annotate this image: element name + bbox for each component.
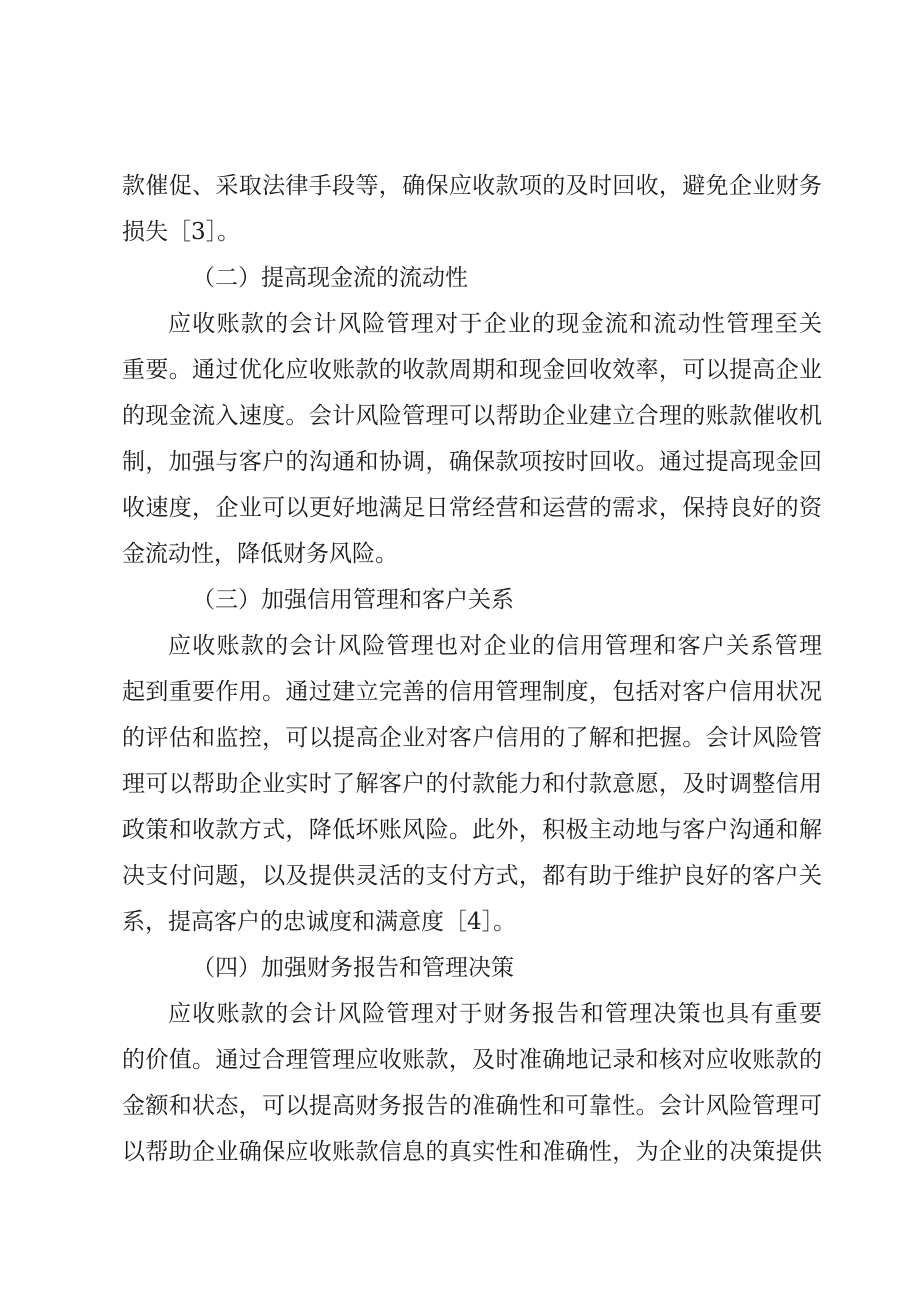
text-line: 决支付问题，以及提供灵活的支付方式，都有助于维护良好的客户关 bbox=[122, 863, 822, 889]
document-page bbox=[122, 163, 822, 1175]
text-line: 政策和收款方式，降低坏账风险。此外，积极主动地与客户沟通和解 bbox=[122, 817, 822, 843]
text-line: 收速度，企业可以更好地满足日常经营和运营的需求，保持良好的资 bbox=[122, 495, 822, 521]
text-line: 重要。通过优化应收账款的收款周期和现金回收效率，可以提高企业 bbox=[122, 357, 822, 383]
text-line: 起到重要作用。通过建立完善的信用管理制度，包括对客户信用状况 bbox=[122, 679, 822, 705]
text-line: 的评估和监控，可以提高企业对客户信用的了解和把握。会计风险管 bbox=[122, 725, 822, 751]
text-line: 金流动性，降低财务风险。 bbox=[122, 541, 398, 567]
section-heading: （四）加强财务报告和管理决策 bbox=[192, 955, 514, 981]
section-heading: （二）提高现金流的流动性 bbox=[192, 265, 468, 291]
text-line: 金额和状态，可以提高财务报告的准确性和可靠性。会计风险管理可 bbox=[122, 1093, 822, 1119]
text-line: 损失［3］。 bbox=[122, 219, 241, 245]
text-line: 制，加强与客户的沟通和协调，确保款项按时回收。通过提高现金回 bbox=[122, 449, 822, 475]
text-line: 系，提高客户的忠诚度和满意度［4］。 bbox=[122, 909, 517, 935]
text-line: 以帮助企业确保应收账款信息的真实性和准确性，为企业的决策提供 bbox=[122, 1139, 822, 1165]
paragraph-first-line: 应收账款的会计风险管理对于财务报告和管理决策也具有重要 bbox=[168, 1001, 822, 1027]
paragraph-first-line: 应收账款的会计风险管理对于企业的现金流和流动性管理至关 bbox=[168, 311, 822, 337]
text-line: 的现金流入速度。会计风险管理可以帮助企业建立合理的账款催收机 bbox=[122, 403, 822, 429]
text-line: 理可以帮助企业实时了解客户的付款能力和付款意愿，及时调整信用 bbox=[122, 771, 822, 797]
paragraph-first-line: 应收账款的会计风险管理也对企业的信用管理和客户关系管理 bbox=[168, 633, 822, 659]
text-line: 的价值。通过合理管理应收账款，及时准确地记录和核对应收账款的 bbox=[122, 1047, 822, 1073]
section-heading: （三）加强信用管理和客户关系 bbox=[192, 587, 514, 613]
text-line: 款催促、采取法律手段等，确保应收款项的及时回收，避免企业财务 bbox=[122, 173, 822, 199]
